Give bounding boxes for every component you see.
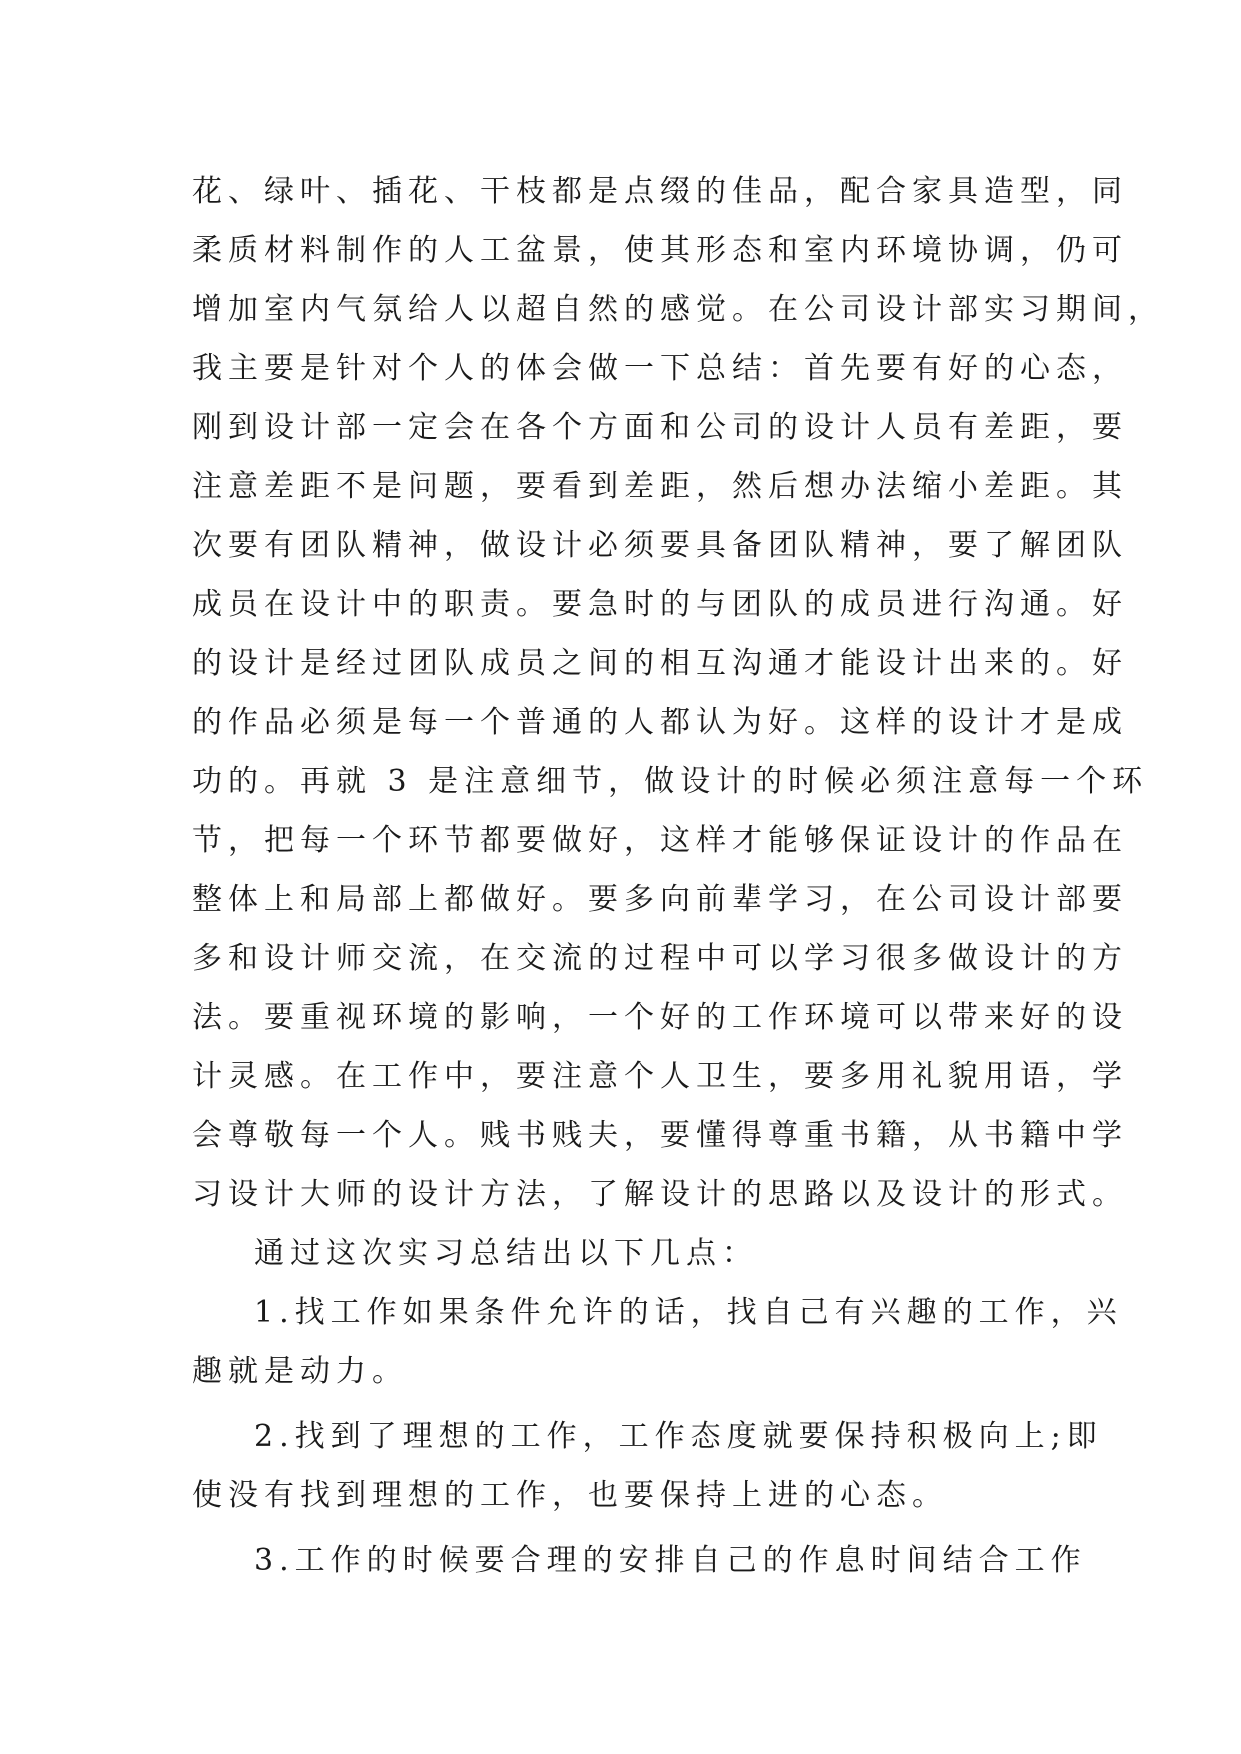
- text-line: 节，把每一个环节都要做好，这样才能够保证设计的作品在: [192, 823, 1128, 858]
- text-line: 的设计是经过团队成员之间的相互沟通才能设计出来的。好: [192, 646, 1128, 681]
- text-line: 多和设计师交流，在交流的过程中可以学习很多做设计的方: [192, 941, 1128, 976]
- text-line: 法。要重视环境的影响，一个好的工作环境可以带来好的设: [192, 1000, 1128, 1035]
- text-line: 功的。再就 3 是注意细节，做设计的时候必须注意每一个环: [192, 764, 1149, 799]
- list-item-1-line: 1.找工作如果条件允许的话，找自己有兴趣的工作，兴: [254, 1295, 1123, 1330]
- text-line: 刚到设计部一定会在各个方面和公司的设计人员有差距，要: [192, 410, 1128, 445]
- text-line: 成员在设计中的职责。要急时的与团队的成员进行沟通。好: [192, 587, 1128, 622]
- list-item-2-line: 2.找到了理想的工作，工作态度就要保持积极向上;即: [254, 1419, 1103, 1454]
- text-line: 注意差距不是问题，要看到差距，然后想办法缩小差距。其: [192, 469, 1128, 504]
- text-line: 整体上和局部上都做好。要多向前辈学习，在公司设计部要: [192, 882, 1128, 917]
- text-line: 习设计大师的设计方法，了解设计的思路以及设计的形式。: [192, 1177, 1128, 1212]
- document-body: [192, 162, 1164, 1590]
- section-intro-line: 通过这次实习总结出以下几点：: [254, 1236, 758, 1271]
- list-item-3-line: 3.工作的时候要合理的安排自己的作息时间结合工作: [254, 1543, 1087, 1578]
- list-item-1-continuation: 趣就是动力。: [192, 1354, 408, 1389]
- text-line: 的作品必须是每一个普通的人都认为好。这样的设计才是成: [192, 705, 1128, 740]
- text-line: 计灵感。在工作中，要注意个人卫生，要多用礼貌用语，学: [192, 1059, 1128, 1094]
- text-line: 增加室内气氛给人以超自然的感觉。在公司设计部实习期间，: [192, 292, 1164, 327]
- text-line: 我主要是针对个人的体会做一下总结：首先要有好的心态，: [192, 351, 1128, 386]
- text-line: 次要有团队精神，做设计必须要具备团队精神，要了解团队: [192, 528, 1128, 563]
- text-line: 会尊敬每一个人。贱书贱夫，要懂得尊重书籍，从书籍中学: [192, 1118, 1128, 1153]
- text-line: 花、绿叶、插花、干枝都是点缀的佳品，配合家具造型，同: [192, 174, 1128, 209]
- list-item-2-continuation: 使没有找到理想的工作，也要保持上进的心态。: [192, 1478, 948, 1513]
- text-line: 柔质材料制作的人工盆景，使其形态和室内环境协调，仍可: [192, 233, 1128, 268]
